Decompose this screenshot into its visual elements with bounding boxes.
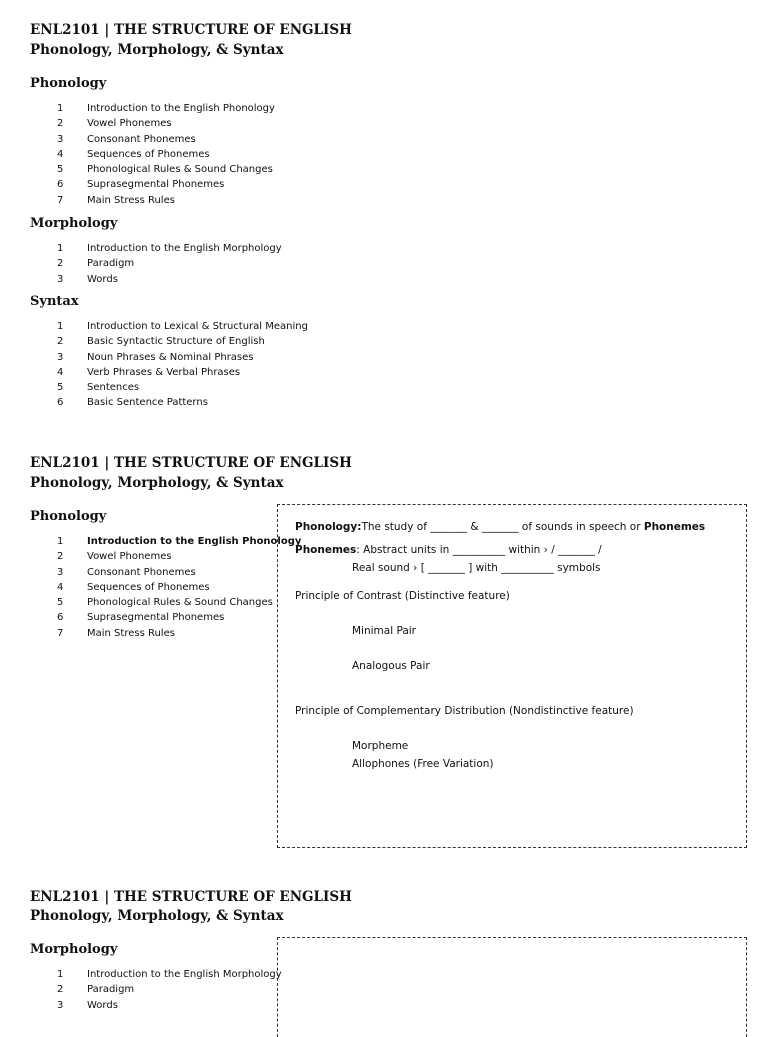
item-label: Paradigm bbox=[87, 984, 135, 996]
phonemes-definition bbox=[295, 543, 602, 557]
item-number: 3 bbox=[57, 999, 64, 1011]
minimal-pair: Minimal Pair bbox=[352, 625, 416, 637]
item-number: 3 bbox=[57, 566, 64, 578]
item-number: 2 bbox=[57, 336, 64, 348]
item-label: Consonant Phonemes bbox=[87, 133, 196, 145]
phonemes-def-text: : Abstract units in __________ within › / _______ / bbox=[356, 544, 602, 556]
notes-box bbox=[277, 504, 747, 848]
item-label: Sequences of Phonemes bbox=[87, 581, 210, 593]
item-number: 2 bbox=[57, 258, 64, 270]
item-number: 3 bbox=[57, 273, 64, 285]
item-label: Introduction to the English Phonology bbox=[87, 536, 302, 547]
term-phonology: Phonology: bbox=[295, 521, 362, 533]
real-sound-line: Real sound › [ _______ ] with __________ symbols bbox=[352, 562, 601, 574]
item-label: Main Stress Rules bbox=[87, 194, 175, 206]
item-number: 2 bbox=[57, 551, 64, 563]
section-heading-morphology: Morphology bbox=[30, 942, 118, 957]
item-label: Words bbox=[87, 273, 118, 285]
item-number: 1 bbox=[57, 321, 64, 332]
item-number: 5 bbox=[57, 382, 64, 394]
item-label: Basic Syntactic Structure of English bbox=[87, 336, 265, 348]
item-number: 5 bbox=[57, 597, 64, 609]
term-phonemes-inline: Phonemes bbox=[643, 521, 706, 533]
section-heading-morphology: Morphology bbox=[30, 216, 118, 231]
item-label: Consonant Phonemes bbox=[87, 566, 196, 578]
section-heading-syntax: Syntax bbox=[30, 294, 79, 309]
item-number: 7 bbox=[57, 627, 64, 639]
course-subtitle: Phonology, Morphology, & Syntax bbox=[30, 908, 284, 924]
item-label: Sentences bbox=[87, 382, 140, 394]
item-number: 2 bbox=[57, 984, 64, 996]
item-label: Paradigm bbox=[87, 258, 135, 270]
item-number: 4 bbox=[57, 148, 64, 160]
morpheme: Morpheme bbox=[352, 740, 409, 752]
course-subtitle: Phonology, Morphology, & Syntax bbox=[30, 475, 284, 491]
item-label: Introduction to Lexical & Structural Meaning bbox=[87, 321, 308, 332]
principle-of-complementary-distribution: Principle of Complementary Distribution (Nondistinctive feature) bbox=[295, 705, 634, 717]
item-number: 6 bbox=[57, 397, 64, 409]
course-title: ENL2101 | THE STRUCTURE OF ENGLISH bbox=[30, 22, 352, 38]
phonology-def-text: The study of _______ & _______ of sounds in speech or bbox=[361, 521, 644, 533]
item-label: Vowel Phonemes bbox=[87, 118, 172, 130]
notes-box bbox=[277, 937, 747, 1037]
item-number: 6 bbox=[57, 612, 64, 624]
item-label: Introduction to the English Phonology bbox=[87, 103, 275, 114]
item-label: Vowel Phonemes bbox=[87, 551, 172, 563]
item-label: Verb Phrases & Verbal Phrases bbox=[87, 366, 241, 378]
item-label: Suprasegmental Phonemes bbox=[87, 179, 225, 191]
item-number: 2 bbox=[57, 118, 64, 130]
item-label: Phonological Rules & Sound Changes bbox=[87, 597, 273, 609]
item-number: 1 bbox=[57, 243, 64, 254]
item-label: Basic Sentence Patterns bbox=[87, 397, 208, 409]
item-number: 3 bbox=[57, 351, 64, 363]
principle-of-contrast: Principle of Contrast (Distinctive feature) bbox=[295, 590, 510, 602]
item-number: 5 bbox=[57, 164, 64, 176]
analogous-pair: Analogous Pair bbox=[352, 660, 430, 672]
item-number: 6 bbox=[57, 179, 64, 191]
item-label: Introduction to the English Morphology bbox=[87, 969, 282, 980]
item-label: Introduction to the English Morphology bbox=[87, 243, 282, 254]
item-number: 7 bbox=[57, 194, 64, 206]
item-label: Sequences of Phonemes bbox=[87, 148, 210, 160]
item-label: Main Stress Rules bbox=[87, 627, 175, 639]
item-number: 1 bbox=[57, 536, 64, 547]
allophones: Allophones (Free Variation) bbox=[352, 758, 494, 770]
course-subtitle: Phonology, Morphology, & Syntax bbox=[30, 42, 284, 58]
course-title: ENL2101 | THE STRUCTURE OF ENGLISH bbox=[30, 455, 352, 471]
item-number: 3 bbox=[57, 133, 64, 145]
section-heading-phonology: Phonology bbox=[30, 76, 107, 91]
item-label: Words bbox=[87, 999, 118, 1011]
item-number: 4 bbox=[57, 581, 64, 593]
item-label: Suprasegmental Phonemes bbox=[87, 612, 225, 624]
course-title: ENL2101 | THE STRUCTURE OF ENGLISH bbox=[30, 889, 352, 905]
item-number: 1 bbox=[57, 103, 64, 114]
item-label: Phonological Rules & Sound Changes bbox=[87, 164, 273, 176]
section-heading-phonology: Phonology bbox=[30, 509, 107, 524]
phonology-definition bbox=[295, 520, 705, 534]
item-number: 1 bbox=[57, 969, 64, 980]
term-phonemes: Phonemes bbox=[295, 544, 357, 556]
item-label: Noun Phrases & Nominal Phrases bbox=[87, 351, 254, 363]
item-number: 4 bbox=[57, 366, 64, 378]
